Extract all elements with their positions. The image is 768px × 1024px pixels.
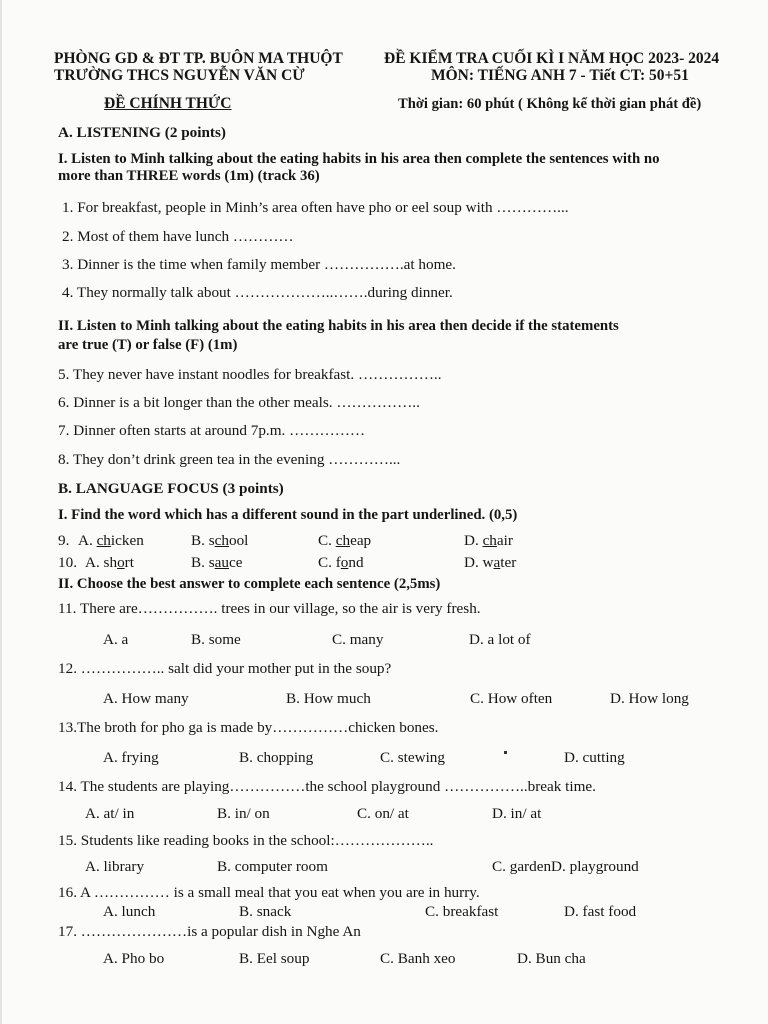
question-11: 11. There are……………. trees in our village, so the air is very fresh. — [58, 600, 481, 617]
q13-option-a: A. frying — [103, 749, 159, 766]
q9-option-a: A. chicken — [78, 532, 144, 549]
q17-option-b: B. Eel soup — [239, 950, 310, 967]
part-b-ii-instruction: II. Choose the best answer to complete each sentence (2,5ms) — [58, 576, 441, 592]
q17-option-d: D. Bun cha — [517, 950, 586, 967]
part-b-i-instruction: I. Find the word which has a different sound in the part underlined. (0,5) — [58, 507, 518, 523]
question-3: 3. Dinner is the time when family member …………….at home. — [62, 256, 456, 273]
question-8: 8. They don’t drink green tea in the evening …………... — [58, 451, 401, 468]
q12-option-b: B. How much — [286, 690, 371, 707]
q13-option-c: C. stewing — [380, 749, 445, 766]
q10-option-d: D. water — [464, 554, 517, 571]
q17-option-c: C. Banh xeo — [380, 950, 456, 967]
q11-option-c: C. many — [332, 631, 384, 648]
part-i-instruction-2: more than THREE words (1m) (track 36) — [58, 168, 320, 184]
q16-option-c: C. breakfast — [425, 903, 499, 920]
q16-option-d: D. fast food — [564, 903, 637, 920]
question-17: 17. …………………is a popular dish in Nghe An — [58, 923, 361, 940]
q10-option-b: B. sauce — [191, 554, 243, 571]
question-9-number: 9. — [58, 532, 70, 549]
question-13: 13.The broth for pho ga is made by……………chicken bones. — [58, 719, 439, 736]
question-4: 4. They normally talk about ………………..…….during dinner. — [62, 284, 453, 301]
q12-option-a: A. How many — [103, 690, 189, 707]
q15-option-b: B. computer room — [217, 858, 328, 875]
question-15: 15. Students like reading books in the school:……………….. — [58, 832, 434, 849]
q11-option-a: A. a — [103, 631, 129, 648]
question-10-number: 10. — [58, 554, 77, 571]
part-ii-instruction-2: are true (T) or false (F) (1m) — [58, 337, 238, 353]
official-label: ĐỀ CHÍNH THỨC — [104, 95, 232, 112]
subject-line: MÔN: TIẾNG ANH 7 - Tiết CT: 50+51 — [431, 67, 689, 84]
school-name: TRƯỜNG THCS NGUYỄN VĂN CỪ — [54, 67, 305, 84]
q9-option-d: D. chair — [464, 532, 513, 549]
q14-option-a: A. at/ in — [85, 805, 135, 822]
q13-option-b: B. chopping — [239, 749, 314, 766]
question-1: 1. For breakfast, people in Minh’s area often have pho or eel soup with …………... — [62, 199, 569, 216]
q15-option-a: A. library — [85, 858, 145, 875]
section-b-title: B. LANGUAGE FOCUS (3 points) — [58, 480, 284, 497]
q13-option-d: D. cutting — [564, 749, 625, 766]
school-dept: PHÒNG GD & ĐT TP. BUÔN MA THUỘT — [54, 50, 343, 67]
question-7: 7. Dinner often starts at around 7p.m. …………… — [58, 422, 366, 439]
scan-edge-mark — [0, 0, 2, 1024]
q12-option-c: C. How often — [470, 690, 553, 707]
scan-dot-mark — [504, 751, 507, 754]
q9-option-c: C. cheap — [318, 532, 372, 549]
q15-option-cd: C. gardenD. playground — [492, 858, 639, 875]
q14-option-b: B. in/ on — [217, 805, 270, 822]
question-16: 16. A …………… is a small meal that you eat when you are in hurry. — [58, 884, 480, 901]
q16-option-b: B. snack — [239, 903, 292, 920]
q17-option-a: A. Pho bo — [103, 950, 165, 967]
q11-option-d: D. a lot of — [469, 631, 531, 648]
q10-option-a: A. short — [85, 554, 134, 571]
q14-option-c: C. on/ at — [357, 805, 409, 822]
part-ii-instruction: II. Listen to Minh talking about the eating habits in his area then decide if the statements — [58, 318, 619, 334]
q10-option-c: C. fond — [318, 554, 364, 571]
question-12: 12. …………….. salt did your mother put in the soup? — [58, 660, 392, 677]
section-a-title: A. LISTENING (2 points) — [58, 124, 226, 141]
question-2: 2. Most of them have lunch ………… — [62, 228, 294, 245]
part-i-instruction: I. Listen to Minh talking about the eating habits in his area then complete the sentences with no — [58, 151, 660, 167]
q11-option-b: B. some — [191, 631, 241, 648]
q16-option-a: A. lunch — [103, 903, 156, 920]
question-6: 6. Dinner is a bit longer than the other meals. …………….. — [58, 394, 420, 411]
q12-option-d: D. How long — [610, 690, 689, 707]
time-limit: Thời gian: 60 phút ( Không kể thời gian phát đề) — [398, 96, 702, 112]
q9-option-b: B. school — [191, 532, 249, 549]
question-5: 5. They never have instant noodles for breakfast. …………….. — [58, 366, 442, 383]
question-14: 14. The students are playing……………the school playground ……………..break time. — [58, 778, 596, 795]
q14-option-d: D. in/ at — [492, 805, 542, 822]
exam-title: ĐỀ KIỂM TRA CUỐI KÌ I NĂM HỌC 2023- 2024 — [384, 50, 720, 67]
